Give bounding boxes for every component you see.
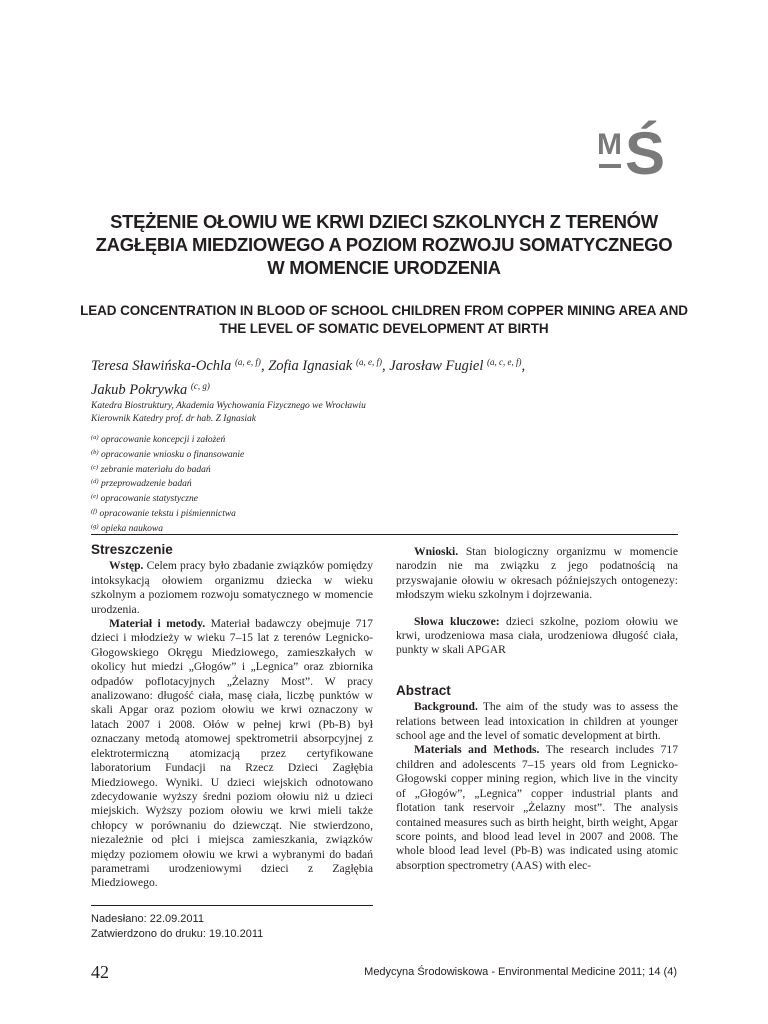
author-name: Teresa Sławińska-Ochla <box>91 358 232 374</box>
note-text: opracowanie koncepcji i założeń <box>100 435 226 445</box>
logo-letter-s: Ś <box>625 120 666 187</box>
date-received: Nadesłano: 22.09.2011 <box>91 913 204 925</box>
paragraph-text: The aim of the study was to assess the relations between lead intoxication in children at younger school age and the level of somatic development at birth. <box>396 700 678 743</box>
note-item <box>91 462 491 477</box>
note-key: (f) <box>91 507 98 515</box>
note-key: (b) <box>91 448 99 456</box>
note-text: zebranie materiału do badań <box>100 464 211 475</box>
paragraph-lead: Materiał i metody. <box>109 617 206 631</box>
paragraph-lead: Słowa kluczowe: <box>414 614 500 628</box>
note-key: (g) <box>91 522 99 530</box>
paragraph-lead: Materials and Methods. <box>414 743 540 757</box>
paragraph-text: Stan biologiczny organizmu w momencie narodzin nie ma związku z jego podatnością na przyswajanie ołowiu w okresach późniejszych ontogenezy: młodszym wieku szkolnym i dojrzewania. <box>396 545 678 602</box>
note-text: opieka naukowa <box>100 523 163 534</box>
right-column <box>396 545 678 873</box>
streszczenie-heading: Streszczenie <box>91 542 173 557</box>
paragraph-lead: Background. <box>414 700 478 714</box>
author-separator: , <box>260 358 269 374</box>
journal-logo <box>597 118 677 188</box>
title-polish <box>70 210 698 279</box>
note-item <box>91 432 491 447</box>
section-divider <box>91 534 678 535</box>
author-roles: (c, g) <box>190 381 210 391</box>
note-text: opracowanie wniosku o finansowanie <box>100 449 245 460</box>
abstract-heading: Abstract <box>396 682 451 698</box>
paragraph <box>91 559 373 617</box>
author-list <box>91 352 691 400</box>
affiliation-line: Kierownik Katedry prof. dr hab. Z Ignasiak <box>91 414 257 424</box>
note-text: opracowanie tekstu i piśmiennictwa <box>99 508 236 519</box>
author-separator: , <box>521 358 526 374</box>
title-en-line: THE LEVEL OF SOMATIC DEVELOPMENT AT BIRTH <box>219 321 549 336</box>
paragraph <box>396 545 678 603</box>
author-name: Jarosław Fugiel <box>389 358 484 374</box>
paragraph-lead: Wnioski. <box>414 545 459 558</box>
note-key: (c) <box>91 463 99 471</box>
paragraph <box>91 617 373 891</box>
title-english <box>70 302 698 338</box>
footnote-divider <box>91 905 373 906</box>
note-item <box>91 506 491 521</box>
note-key: (e) <box>91 493 99 501</box>
submission-dates <box>91 912 263 942</box>
contribution-notes <box>91 432 491 536</box>
paragraph-lead: Wstęp. <box>109 559 144 573</box>
paragraph <box>396 700 678 743</box>
logo-bar <box>599 164 621 168</box>
paragraph-text: Celem pracy było zbadanie związków pomiędzy intoksykacją ołowiem organizmu dziecka w wieku szkolnym a poziomem rozwoju somatycznego w momencie urodzenia. <box>91 559 373 616</box>
author-roles: (a, e, f) <box>356 357 382 367</box>
note-text: opracowanie statystyczne <box>100 494 198 505</box>
note-item <box>91 447 491 462</box>
author-roles: (a, e, f) <box>234 357 261 367</box>
note-key: (d) <box>91 478 99 486</box>
author-name: Zofia Ignasiak <box>268 358 353 374</box>
author-name: Jakub Pokrywka <box>91 382 188 398</box>
note-text: przeprowadzenie badań <box>100 479 192 490</box>
paragraph <box>396 615 678 658</box>
affiliation <box>91 400 691 426</box>
date-accepted: Zatwierdzono do druku: 19.10.2011 <box>91 928 264 940</box>
title-pl-line: W MOMENCIE URODZENIA <box>267 257 501 278</box>
author-separator: , <box>382 358 390 374</box>
note-key: (a) <box>91 434 99 441</box>
paragraph-text: dzieci szkolne, poziom ołowiu we krwi, urodzeniowa masa ciała, urodzeniowa długość ciała, punkty w skali APGAR <box>396 614 679 657</box>
affiliation-line: Katedra Biostruktury, Akademia Wychowania Fizycznego we Wrocławiu <box>91 401 366 411</box>
title-en-line: LEAD CONCENTRATION IN BLOOD OF SCHOOL CHILDREN FROM COPPER MINING AREA AND <box>80 303 688 318</box>
paragraph-text: The research includes 717 children and adolescents 7–15 years old from Legnicko-Głogowski copper mining region, which live in the vincity of „Głogów”, „Legnica” copper industrial plants and flotation tank reservoir „Żelazny most”. The analysis contained measures such as birth height, birth weight, Apgar score points, and blood lead level in 2007 and 2008. The whole blood lead level (Pb-B) was indicated using atomic absorption spectrometry (AAS) with elec- <box>396 743 678 872</box>
paragraph <box>396 743 678 873</box>
left-column <box>91 543 373 891</box>
page-number: 42 <box>91 962 109 982</box>
journal-citation: Medycyna Środowiskowa - Environmental Medicine 2011; 14 (4) <box>364 966 677 978</box>
note-item <box>91 491 491 506</box>
title-pl-line: ZAGŁĘBIA MIEDZIOWEGO A POZIOM ROZWOJU SOMATYCZNEGO <box>95 234 673 255</box>
logo-letter-m: M <box>597 128 621 161</box>
note-item <box>91 476 491 491</box>
title-pl-line: STĘŻENIE OŁOWIU WE KRWI DZIECI SZKOLNYCH Z TERENÓW <box>110 211 658 232</box>
paragraph-text: Materiał badawczy obejmuje 717 dzieci i młodzieży w wieku 7–15 lat z terenów Legnicko-Głogowskiego Okręgu Miedziowego, zamieszkałych w okolicy hut miedzi „Głogów” i „Legnica” oraz zbiornika odpadów poflotacyjnych „Żelazny Most”. W pracy analizowano: długość ciała, masę ciała, liczbę punktów w skali Apgar oraz poziom ołowiu we krwi oznaczony w latach 2007 i 2008. Ołów w pełnej krwi (Pb-B) był oznaczany metodą atomowej spektrometrii absorpcyjnej z elektrotermiczną atomizacją przez certyfikowane laboratorium Fundacji na Rzecz Dzieci Zagłębia Miedziowego. Wyniki. U dzieci wiejskich odnotowano zdecydowanie wyższy średni poziom ołowiu niż u dzieci miejskich. Wyższy poziom ołowiu we krwi mieli także chłopcy w porównaniu do dziewcząt. Nie stwierdzono, niezależnie od płci i miejsca zamieszkania, związków między poziomem ołowiu we krwi a wybranymi do badań parametrami urodzeniowymi dzieci z Zagłębia Miedziowego. <box>91 617 373 890</box>
author-roles: (a, c, e, f) <box>486 357 522 367</box>
